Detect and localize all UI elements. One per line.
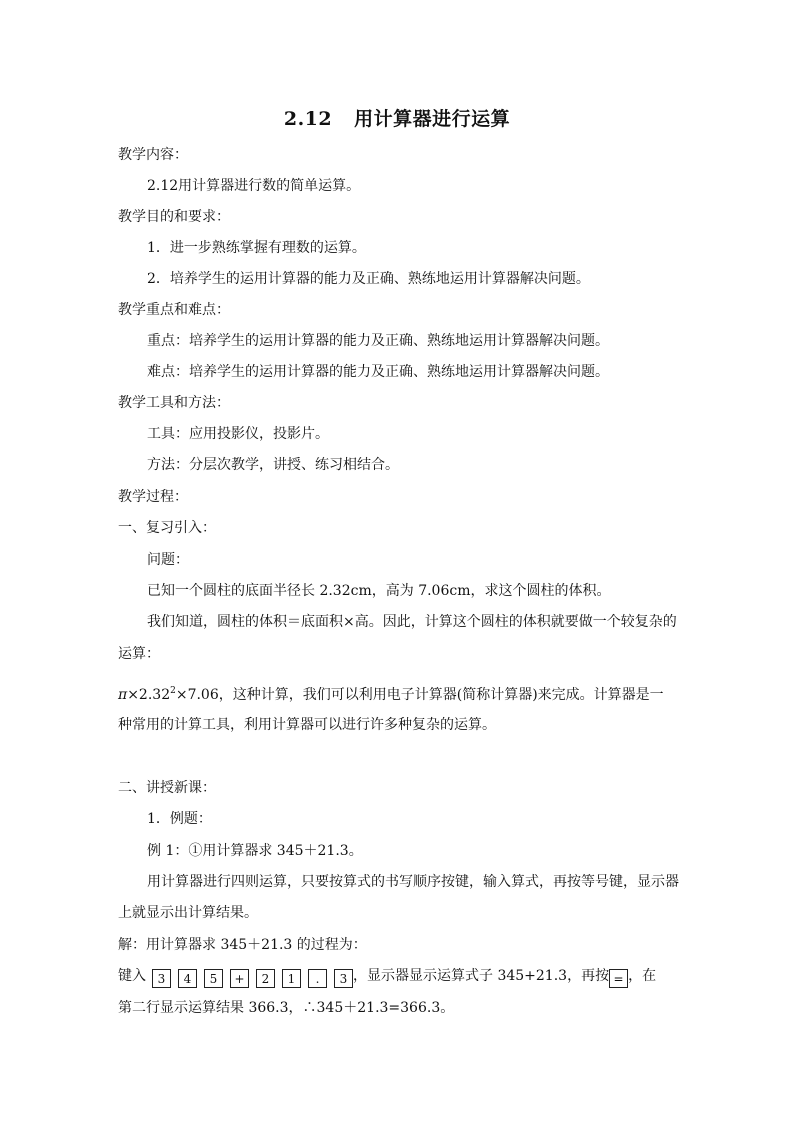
paragraph-3a: 用计算器进行四则运算，只要按算式的书写顺序按键，输入算式，再按等号键，显示器 (147, 874, 679, 890)
calc-key-dot: . (308, 969, 327, 988)
page-title (0, 104, 794, 131)
heading-review: 一、复习引入： (118, 520, 216, 536)
heading-content: 教学内容： (118, 147, 188, 163)
heading-key-points: 教学重点和难点： (118, 302, 230, 318)
result-line: 第二行显示运算结果 366.3，∴345＋21.3=366.3。 (118, 1000, 455, 1016)
keyin-after: ，显示器显示运算式子 345+21.3，再按 (353, 968, 610, 984)
formula-line (118, 681, 664, 705)
calc-key-3: 3 (152, 969, 171, 988)
formula-end: ×7.06 (175, 687, 219, 703)
key-sequence (152, 966, 353, 988)
content-line-1: 2.12用计算器进行数的简单运算。 (147, 178, 361, 194)
goals-line-2: 2．培养学生的运用计算器的能力及正确、熟练地运用计算器解决问题。 (147, 271, 590, 287)
keyin-line (118, 966, 656, 988)
question-label: 问题： (147, 552, 189, 568)
paragraph-2a: ，这种计算，我们可以利用电子计算器(简称计算器)来完成。计算器是一 (218, 687, 664, 703)
tools-line: 工具：应用投影仪，投影片。 (147, 426, 329, 442)
example-heading: 1．例题： (147, 811, 212, 827)
goals-line-1: 1．进一步熟练掌握有理数的运算。 (147, 240, 366, 256)
key-point-line: 重点：培养学生的运用计算器的能力及正确、熟练地运用计算器解决问题。 (147, 333, 609, 349)
solution-line: 解：用计算器求 345＋21.3 的过程为： (118, 937, 367, 953)
paragraph-1a: 我们知道，圆柱的体积＝底面积×高。因此，计算这个圆柱的体积就要做一个较复杂的 (147, 614, 677, 630)
methods-line: 方法：分层次教学，讲授、练习相结合。 (147, 457, 399, 473)
calc-key-2: 2 (256, 969, 275, 988)
calc-key-plus: + (230, 969, 249, 988)
calc-key-equals: = (609, 969, 628, 988)
keyin-end: ，在 (628, 968, 657, 984)
calc-key-5: 5 (204, 969, 223, 988)
paragraph-3b: 上就显示出计算结果。 (118, 905, 258, 921)
heading-tools: 教学工具和方法： (118, 395, 230, 411)
calc-key-1: 1 (282, 969, 301, 988)
example-1: 例 1：①用计算器求 345＋21.3。 (147, 843, 363, 859)
question-text: 已知一个圆柱的底面半径长 2.32cm，高为 7.06cm，求这个圆柱的体积。 (147, 583, 611, 599)
calc-key-3b: 3 (334, 969, 353, 988)
formula-mid: ×2.32 (127, 687, 171, 703)
heading-goals: 教学目的和要求： (118, 209, 230, 225)
pi-symbol: π (118, 687, 128, 703)
difficulty-line: 难点：培养学生的运用计算器的能力及正确、熟练地运用计算器解决问题。 (147, 364, 609, 380)
calc-key-4: 4 (178, 969, 197, 988)
keyin-label: 键入 (118, 968, 146, 984)
heading-new-lesson: 二、讲授新课： (118, 780, 216, 796)
heading-process: 教学过程： (118, 489, 188, 505)
title-number: 2.12 (283, 108, 333, 130)
paragraph-2b: 种常用的计算工具，利用计算器可以进行许多种复杂的运算。 (118, 717, 496, 733)
formula-exponent: 2 (170, 686, 176, 696)
title-text: 用计算器进行运算 (354, 108, 511, 130)
paragraph-1b: 运算： (118, 646, 160, 662)
